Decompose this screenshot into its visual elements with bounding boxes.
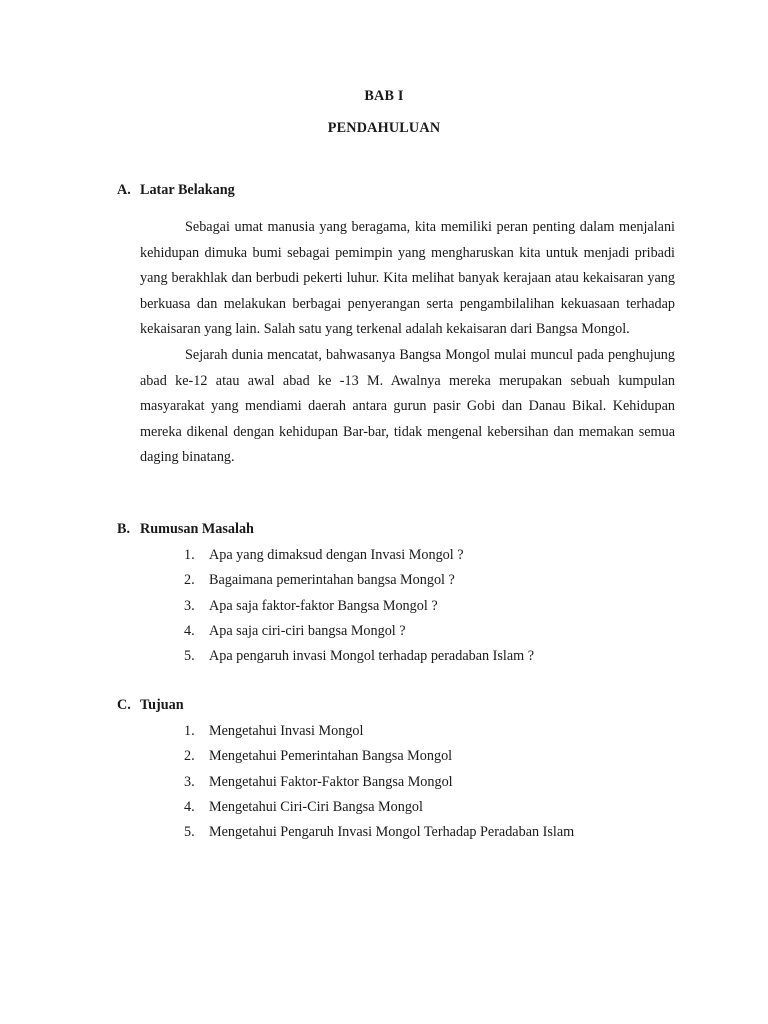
list-item [184, 820, 574, 845]
list-text: Mengetahui Pengaruh Invasi Mongol Terhadap Peradaban Islam [209, 824, 575, 841]
list-text: Apa yang dimaksud dengan Invasi Mongol ? [209, 547, 464, 563]
list-number: 3. [184, 597, 195, 614]
list-item [184, 744, 574, 769]
section-title: Latar Belakang [140, 182, 235, 198]
list-number: 2. [184, 748, 195, 765]
list-number: 1. [184, 723, 195, 739]
list-text: Bagaimana pemerintahan bangsa Mongol ? [209, 572, 455, 589]
list-number: 3. [184, 773, 195, 790]
list-item [184, 795, 574, 820]
section-title: Rumusan Masalah [140, 521, 254, 537]
section-heading-tujuan [117, 697, 184, 714]
section-letter: A. [117, 182, 131, 198]
list-text: Mengetahui Ciri-Ciri Bangsa Mongol [209, 798, 423, 815]
section-title: Tujuan [140, 697, 184, 713]
list-item [184, 619, 534, 644]
chapter-number: BAB I [364, 88, 404, 104]
list-item [184, 568, 534, 593]
tujuan-list [184, 719, 574, 845]
list-number: 4. [184, 622, 195, 639]
list-item [184, 594, 534, 619]
list-text: Apa saja faktor-faktor Bangsa Mongol ? [209, 597, 438, 614]
list-item [184, 770, 574, 795]
list-item [184, 543, 534, 568]
list-number: 2. [184, 572, 195, 589]
list-text: Mengetahui Faktor-Faktor Bangsa Mongol [209, 773, 453, 790]
list-item [184, 719, 574, 744]
paragraph: Sebagai umat manusia yang beragama, kita memiliki peran penting dalam menjalani kehidupan dimuka bumi sebagai pemimpin yang mengharuskan kita untuk menjadi pribadi yang berakhlak dan berbudi pekerti luhur. Kita melihat banyak kerajaan atau kekaisaran yang berkuasa dan melakukan berbagai penyerangan serta pengambilalihan kekuasaan terhadap kekaisaran yang lain. Salah satu yang terkenal adalah kekaisaran dari Bangsa Mongol. [140, 219, 675, 338]
section-heading-rumusan-masalah [117, 521, 254, 538]
list-number: 5. [184, 648, 195, 665]
rumusan-masalah-list [184, 543, 534, 669]
latar-belakang-body [140, 215, 675, 471]
section-heading-latar-belakang [117, 182, 235, 199]
list-number: 4. [184, 798, 195, 815]
list-text: Apa saja ciri-ciri bangsa Mongol ? [209, 622, 406, 639]
chapter-title: PENDAHULUAN [327, 120, 441, 136]
section-letter: B. [117, 521, 131, 537]
section-letter: C. [117, 697, 131, 713]
list-number: 1. [184, 547, 195, 563]
list-text: Mengetahui Invasi Mongol [209, 723, 364, 739]
list-text: Apa pengaruh invasi Mongol terhadap peradaban Islam ? [209, 648, 535, 665]
paragraph: Sejarah dunia mencatat, bahwasanya Bangsa Mongol mulai muncul pada penghujung abad ke-12 atau awal abad ke -13 M. Awalnya mereka merupakan sebuah kumpulan masyarakat yang mendiami daerah antara gurun pasir Gobi dan Danau Bikal. Kehidupan mereka dikenal dengan kehidupan Bar-bar, tidak mengenal kebersihan dan memakan semua daging binatang. [140, 346, 675, 466]
list-item [184, 644, 534, 669]
list-number: 5. [184, 824, 195, 841]
list-text: Mengetahui Pemerintahan Bangsa Mongol [209, 748, 453, 765]
